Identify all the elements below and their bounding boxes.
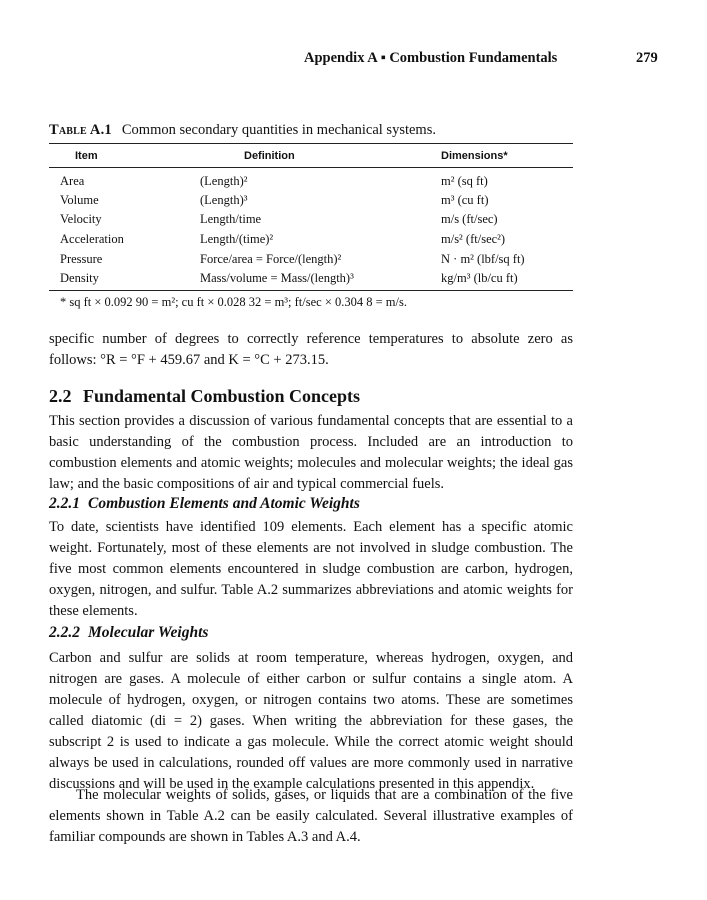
table-bottom-rule <box>49 290 573 291</box>
column-header-item: Item <box>75 150 98 162</box>
cell-definition: Length/(time)² <box>200 232 274 246</box>
subsection-number: 2.2.2 <box>49 624 80 641</box>
section-heading <box>49 386 360 407</box>
cell-item: Volume <box>60 193 99 207</box>
page-number: 279 <box>636 50 658 66</box>
table-footnote: * sq ft × 0.092 90 = m²; cu ft × 0.028 32 = m³; ft/sec × 0.304 8 = m/s. <box>60 295 407 309</box>
subsection-number: 2.2.1 <box>49 495 80 512</box>
cell-dimensions: m³ (cu ft) <box>441 193 489 207</box>
table-caption-text: Common secondary quantities in mechanical systems. <box>121 122 436 138</box>
cell-dimensions: N · m² (lbf/sq ft) <box>441 252 525 266</box>
molecular-weights-paragraph-2: The molecular weights of solids, gases, or liquids that are a combination of the five elements shown in Table A.2 can be easily calculated. Several illustrative examples of familiar compounds are shown in Tables A.3 and A.4. <box>49 787 573 845</box>
section-number: 2.2 <box>49 386 72 406</box>
cell-dimensions: m/s (ft/sec) <box>441 212 498 226</box>
column-header-definition: Definition <box>244 150 295 162</box>
cell-dimensions: m/s² (ft/sec²) <box>441 232 506 246</box>
intro-paragraph: specific number of degrees to correctly reference temperatures to absolute zero as follows: °R = °F + 459.67 and K = °C + 273.15. <box>49 331 573 368</box>
atomic-weights-paragraph: To date, scientists have identified 109 elements. Each element has a specific atomic weight. Fortunately, most of these elements are not involved in sludge combustion. The five most common elements encountered in sludge combustion are carbon, hydrogen, oxygen, nitrogen, and sulfur. Table A.2 summarizes abbreviations and atomic weights for these elements. <box>49 519 573 619</box>
cell-item: Pressure <box>60 252 103 266</box>
cell-dimensions: kg/m³ (lb/cu ft) <box>441 271 518 285</box>
section-title: Fundamental Combustion Concepts <box>83 386 361 406</box>
cell-dimensions: m² (sq ft) <box>441 174 488 188</box>
column-header-dimensions: Dimensions* <box>441 150 508 162</box>
table-label: Table A.1 <box>49 122 112 138</box>
cell-item: Area <box>60 174 85 188</box>
cell-definition: Force/area = Force/(length)² <box>200 252 342 266</box>
running-header-title: Appendix A ▪ Combustion Fundamentals <box>304 50 558 66</box>
subsection-heading-molecular-weights <box>49 624 208 642</box>
cell-item: Velocity <box>60 212 102 226</box>
table-top-rule <box>49 143 573 144</box>
cell-item: Density <box>60 271 99 285</box>
section-paragraph: This section provides a discussion of various fundamental concepts that are essential to a basic understanding of the combustion process. Included are an introduction to combustion elements and atomic weights; molecules and molecular weights; the ideal gas law; and the basic compositions of air and typical commercial fuels. <box>49 413 573 492</box>
table-header-rule <box>49 167 573 168</box>
subsection-title: Combustion Elements and Atomic Weights <box>88 495 360 512</box>
cell-definition: Length/time <box>200 212 262 226</box>
molecular-weights-paragraph-1: Carbon and sulfur are solids at room temperature, whereas hydrogen, oxygen, and nitrogen are gases. A molecule of either carbon or sulfur contains a single atom. A molecule of hydrogen, oxygen, or nitrogen contains two atoms. These are sometimes called diatomic (di = 2) gases. When writing the abbreviation for these gases, the subscript 2 is used to indicate a gas molecule. While the correct atomic weight should always be used in calculations, rounded off values are more commonly used in narrative discussions and will be used in the example calculations presented in this appendix. <box>49 650 573 792</box>
subsection-title: Molecular Weights <box>88 624 209 641</box>
subsection-heading-atomic-weights <box>49 495 360 513</box>
cell-definition: (Length)³ <box>200 193 248 207</box>
cell-definition: (Length)² <box>200 174 248 188</box>
cell-item: Acceleration <box>60 232 124 246</box>
table-caption <box>49 122 436 139</box>
cell-definition: Mass/volume = Mass/(length)³ <box>200 271 354 285</box>
